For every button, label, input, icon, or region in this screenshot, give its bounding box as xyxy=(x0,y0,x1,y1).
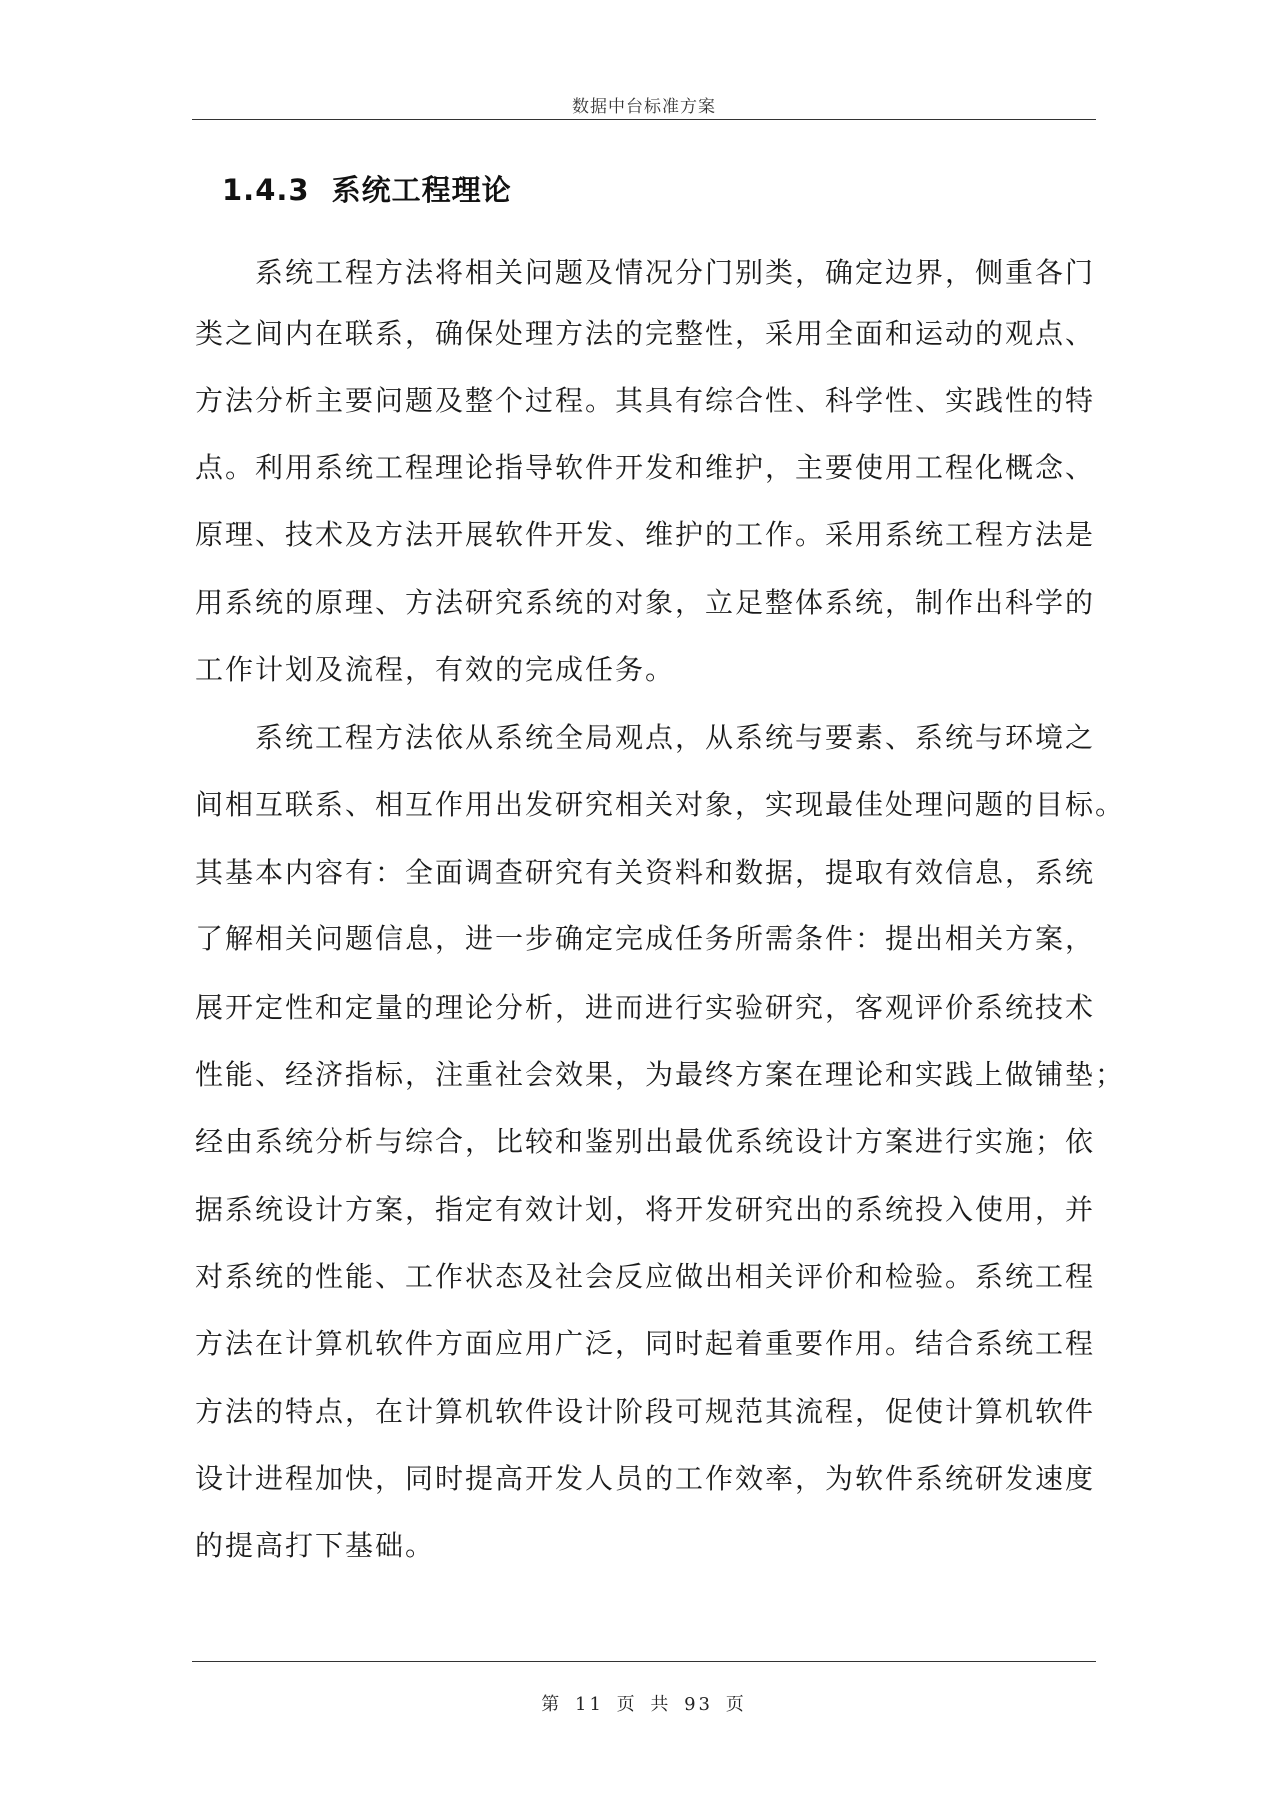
paragraph-2-line-10: 方法在计算机软件方面应用广泛，同时起着重要作用。结合系统工程 xyxy=(195,1327,1096,1360)
paragraph-2-line-2: 间相互联系、相互作用出发研究相关对象，实现最佳处理问题的目标。 xyxy=(195,788,1126,821)
footer-divider xyxy=(192,1661,1096,1662)
section-title: 系统工程理论 xyxy=(331,173,512,207)
paragraph-1-line-7: 工作计划及流程，有效的完成任务。 xyxy=(195,653,676,686)
paragraph-1-line-4: 点。利用系统工程理论指导软件开发和维护，主要使用工程化概念、 xyxy=(195,451,1096,484)
paragraph-2-line-12: 设计进程加快，同时提高开发人员的工作效率，为软件系统研发速度 xyxy=(195,1462,1096,1495)
paragraph-2-line-4: 了解相关问题信息，进一步确定完成任务所需条件：提出相关方案， xyxy=(195,922,1096,955)
header-divider xyxy=(192,119,1096,120)
paragraph-2-line-6: 性能、经济指标，注重社会效果，为最终方案在理论和实践上做铺垫； xyxy=(195,1058,1126,1091)
paragraph-1-line-6: 用系统的原理、方法研究系统的对象，立足整体系统，制作出科学的 xyxy=(195,586,1096,619)
paragraph-2-line-3: 其基本内容有：全面调查研究有关资料和数据，提取有效信息，系统 xyxy=(195,856,1096,889)
paragraph-1-line-2: 类之间内在联系，确保处理方法的完整性，采用全面和运动的观点、 xyxy=(195,317,1096,350)
paragraph-2-line-1: 系统工程方法依从系统全局观点，从系统与要素、系统与环境之 xyxy=(255,721,1096,754)
page-number-label: 第 11 页 共 93 页 xyxy=(541,1694,747,1715)
paragraph-2-line-9: 对系统的性能、工作状态及社会反应做出相关评价和检验。系统工程 xyxy=(195,1260,1096,1293)
paragraph-2-line-7: 经由系统分析与综合，比较和鉴别出最优系统设计方案进行实施；依 xyxy=(195,1125,1096,1158)
page-header-title: 数据中台标准方案 xyxy=(572,97,716,117)
paragraph-1-line-1: 系统工程方法将相关问题及情况分门别类，确定边界，侧重各门 xyxy=(255,256,1096,289)
paragraph-2-line-5: 展开定性和定量的理论分析，进而进行实验研究，客观评价系统技术 xyxy=(195,991,1096,1024)
paragraph-2-line-13: 的提高打下基础。 xyxy=(195,1529,436,1562)
paragraph-1-line-3: 方法分析主要问题及整个过程。其具有综合性、科学性、实践性的特 xyxy=(195,384,1096,417)
section-number: 1.4.3 xyxy=(222,173,310,207)
section-heading xyxy=(222,168,512,209)
paragraph-2-line-8: 据系统设计方案，指定有效计划，将开发研究出的系统投入使用，并 xyxy=(195,1193,1096,1226)
paragraph-1-line-5: 原理、技术及方法开展软件开发、维护的工作。采用系统工程方法是 xyxy=(195,518,1096,551)
paragraph-2-line-11: 方法的特点，在计算机软件设计阶段可规范其流程，促使计算机软件 xyxy=(195,1395,1096,1428)
